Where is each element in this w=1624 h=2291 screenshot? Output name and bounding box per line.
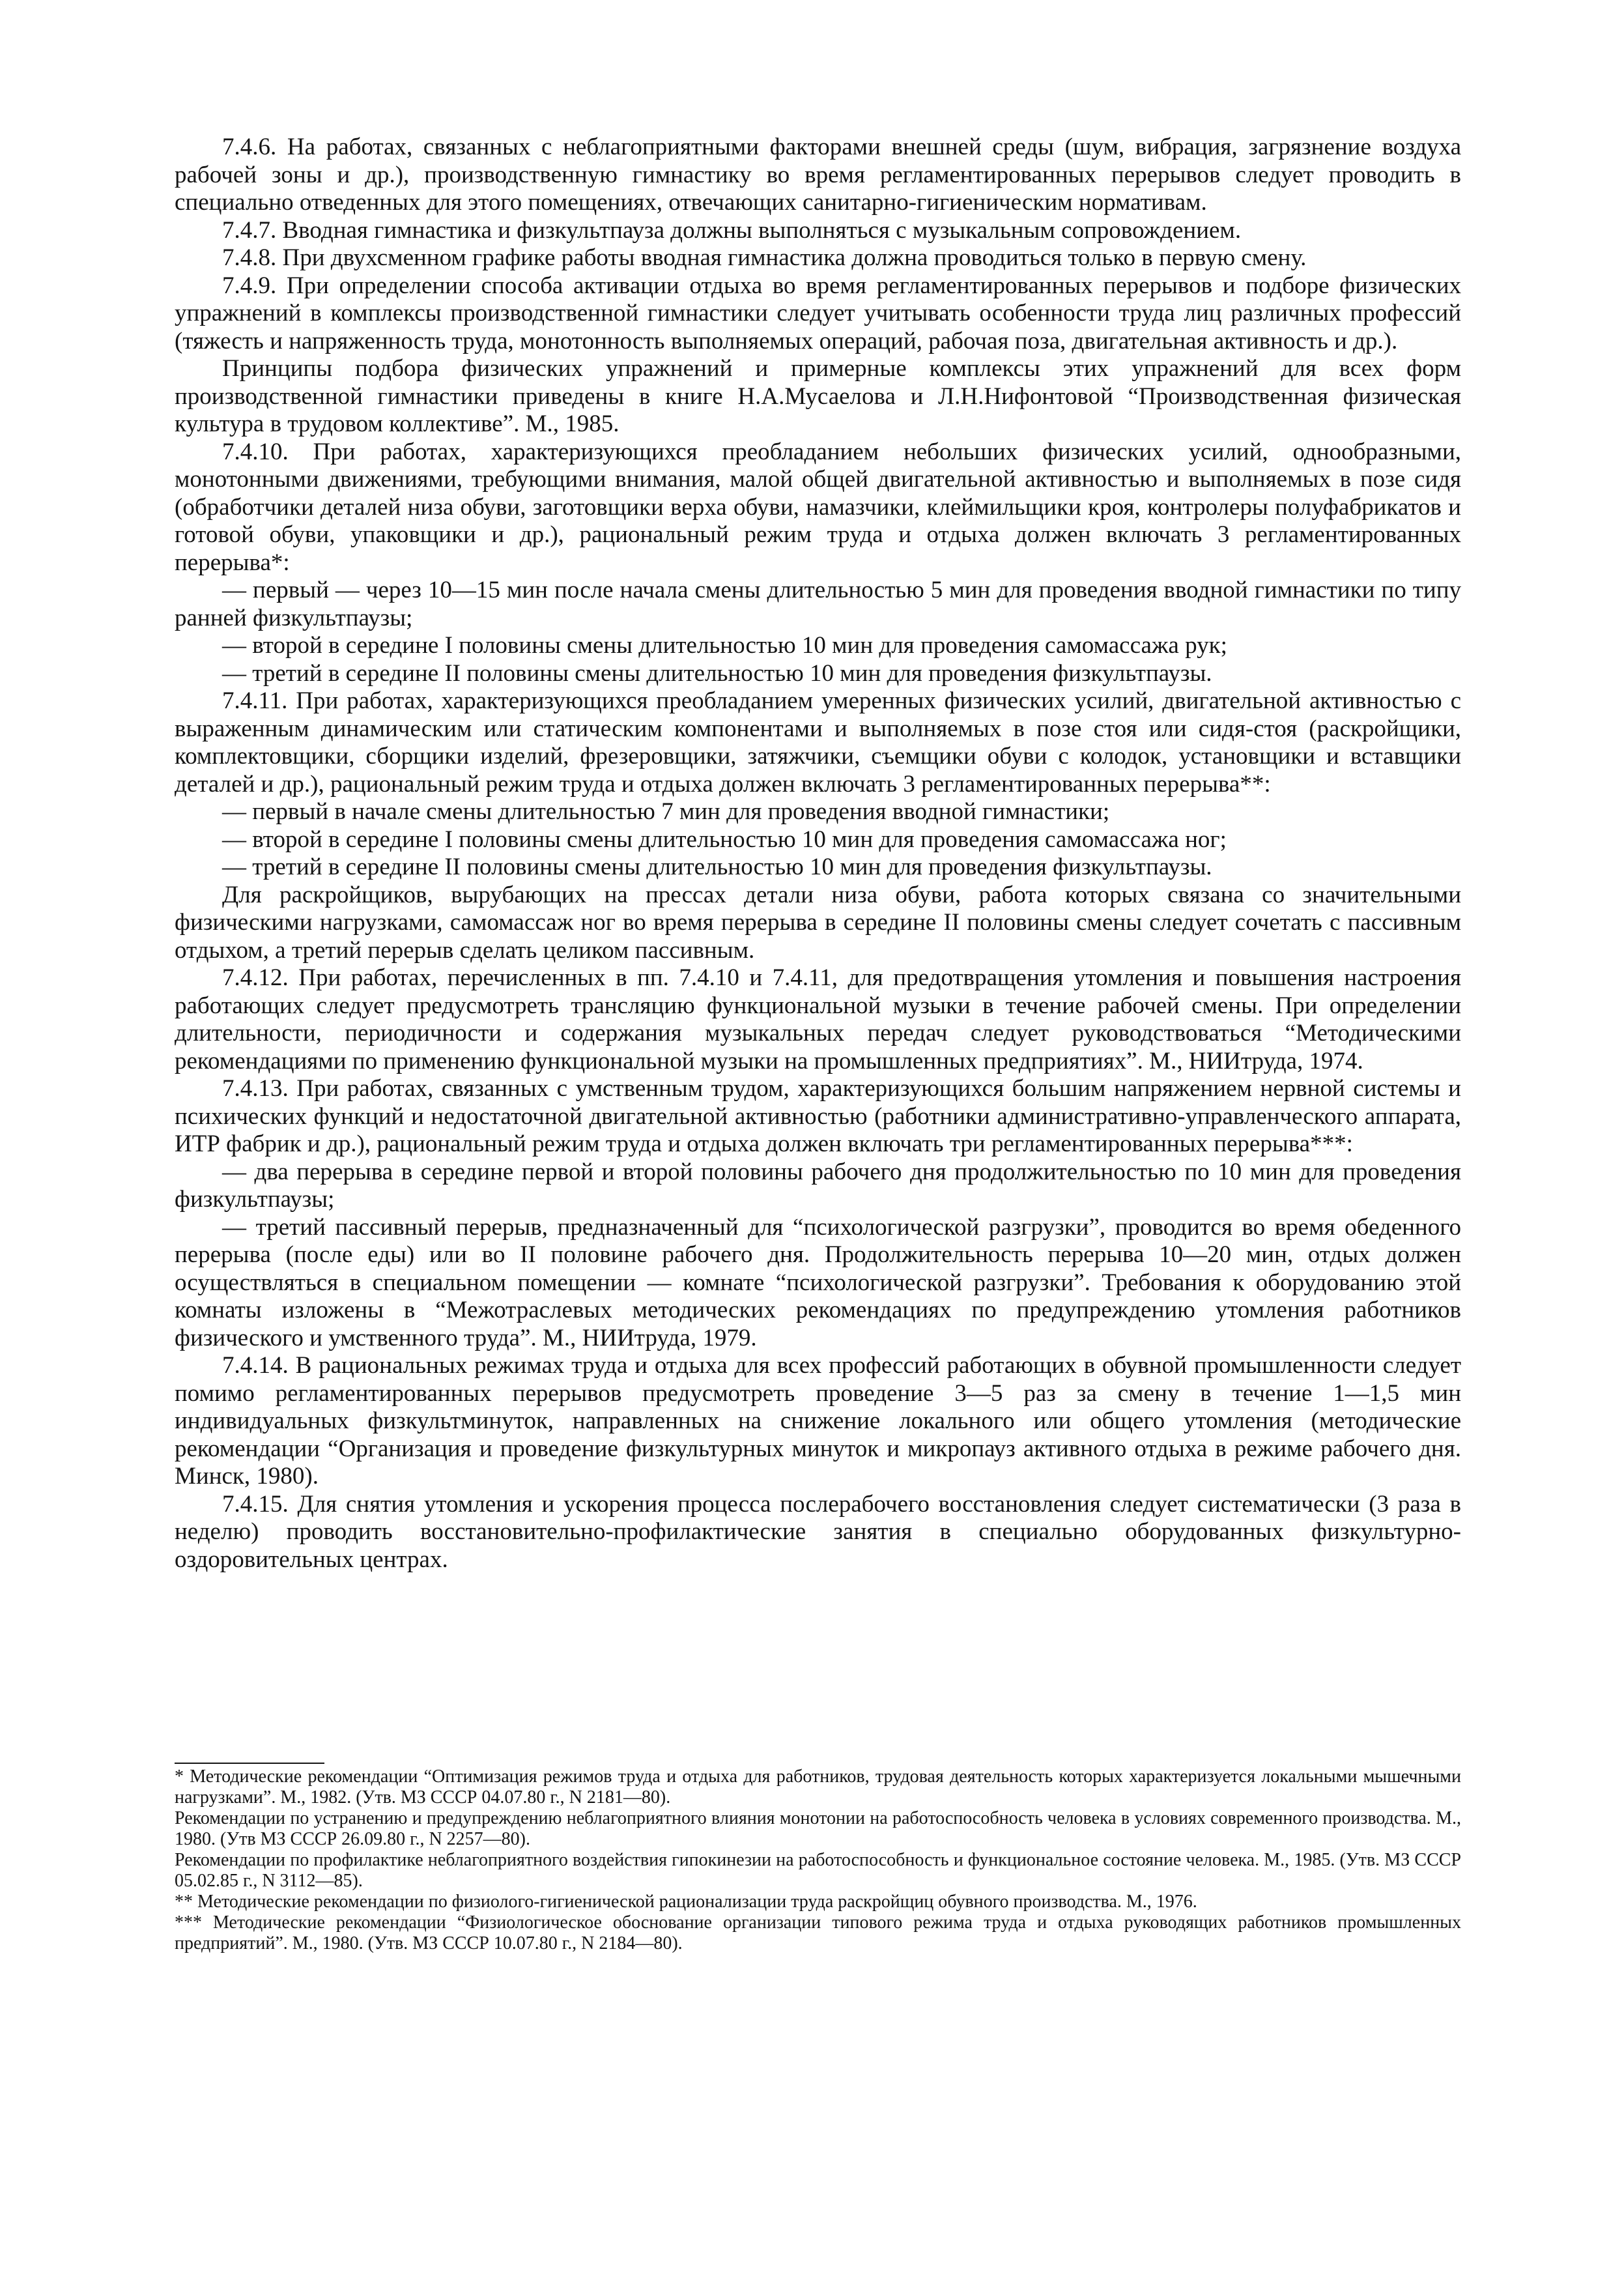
paragraph-7-4-15: 7.4.15. Для снятия утомления и ускорения процесса послерабочего восстановления следует систематически (3 раза в неделю) проводить восстановительно-профилактические занятия в специально оборудованных физкультурно-оздоровительных центрах. bbox=[175, 1490, 1461, 1573]
paragraph-principles: Принципы подбора физических упражнений и примерные комплексы этих упражнений для всех форм производственной гимнастики приведены в книге Н.А.Мусаелова и Л.Н.Нифонтовой “Производственная физическая культура в трудовом коллективе”. М., 1985. bbox=[175, 355, 1461, 437]
paragraph-7-4-6: 7.4.6. На работах, связанных с неблагоприятными факторами внешней среды (шум, вибрация, загрязнение воздуха рабочей зоны и др.), производственную гимнастику во время регламентированных перерывов следует проводить в специально отведенных для этого помещениях, отвечающих санитарно-гигиеническим нормативам. bbox=[175, 134, 1461, 216]
paragraph-cutters: Для раскройщиков, вырубающих на прессах детали низа обуви, работа которых связана со значительными физическими нагрузками, самомассаж ног во время перерыва в середине II половины смены следует сочетать с пассивным отдыхом, а третий перерыв сделать целиком пассивным. bbox=[175, 881, 1461, 964]
list-item: — второй в середине I половины смены длительностью 10 мин для проведения самомассажа ног; bbox=[222, 826, 1227, 853]
footnote: ** Методические рекомендации по физиолого-гигиенической рационализации труда раскройщиц обувного производства. М., 1976. bbox=[175, 1892, 1197, 1912]
footnote: *** Методические рекомендации “Физиологическое обоснование организации типового режима труда и отдыха руководящих работников промышленных предприятий”. М., 1980. (Утв. МЗ СССР 10.07.80 г., N 2184—80). bbox=[175, 1912, 1461, 1953]
paragraph-7-4-9: 7.4.9. При определении способа активации отдыха во время регламентированных перерывов и подборе физических упражнений в комплексы производственной гимнастики следует учитывать особенности труда лиц различных профессий (тяжесть и напряженность труда, монотонность выполняемых операций, рабочая поза, двигательная активность и др.). bbox=[175, 272, 1461, 354]
footnote: Рекомендации по профилактике неблагоприятного воздействия гипокинезии на работоспособность и функциональное состояние человека. М., 1985. (Утв. МЗ СССР 05.02.85 г., N 3112—85). bbox=[175, 1850, 1461, 1891]
footnote-divider bbox=[175, 1763, 324, 1764]
footnote: Рекомендации по устранению и предупреждению неблагоприятного влияния монотонии на работоспособность человека в условиях современного производства. М., 1980. (Утв МЗ СССР 26.09.80 г., N 2257—80). bbox=[175, 1808, 1461, 1849]
list-item: — третий в середине II половины смены длительностью 10 мин для проведения физкультпаузы. bbox=[222, 659, 1212, 687]
paragraph-7-4-7: 7.4.7. Вводная гимнастика и физкультпауза должны выполняться с музыкальным сопровождением. bbox=[222, 216, 1242, 244]
paragraph-7-4-10: 7.4.10. При работах, характеризующихся преобладанием небольших физических усилий, однообразными, монотонными движениями, требующими внимания, малой общей двигательной активностью и выполняемых в позе сидя (обработчики деталей низа обуви, заготовщики верха обуви, намазчики, клеймильщики кроя, контролеры полуфабрикатов и готовой обуви, упаковщики и др.), рациональный режим труда и отдыха должен включать 3 регламентированных перерыва*: bbox=[175, 438, 1461, 576]
footnotes bbox=[175, 1763, 1461, 1954]
document-body bbox=[175, 134, 1461, 1574]
paragraph-7-4-8: 7.4.8. При двухсменном графике работы вводная гимнастика должна проводиться только в первую смену. bbox=[222, 244, 1307, 271]
list-item: — третий пассивный перерыв, предназначенный для “психологической разгрузки”, проводится во время обеденного перерыва (после еды) или во II половине рабочего дня. Продолжительность перерыва 10—20 мин, отдых должен осуществляться в специальном помещении — комнате “психологической разгрузки”. Требования к оборудованию этой комнаты изложены в “Межотраслевых методических рекомендациях по предупреждению утомления работников физического и умственного труда”. М., НИИтруда, 1979. bbox=[175, 1213, 1461, 1351]
list-item: — первый — через 10—15 мин после начала смены длительностью 5 мин для проведения вводной гимнастики по типу ранней физкультпаузы; bbox=[175, 577, 1461, 631]
list-item: — первый в начале смены длительностью 7 мин для проведения вводной гимнастики; bbox=[222, 798, 1110, 825]
paragraph-7-4-14: 7.4.14. В рациональных режимах труда и отдыха для всех профессий работающих в обувной промышленности следует помимо регламентированных перерывов предусмотреть проведение 3—5 раз за смену в течение 1—1,5 мин индивидуальных физкультминуток, направленных на снижение локального или общего утомления (методические рекомендации “Организация и проведение физкультурных минуток и микропауз активного отдыха в режиме рабочего дня. Минск, 1980). bbox=[175, 1352, 1461, 1490]
paragraph-7-4-13: 7.4.13. При работах, связанных с умственным трудом, характеризующихся большим напряжением нервной системы и психических функций и недостаточной двигательной активностью (работники административно-управленческого аппарата, ИТР фабрик и др.), рациональный режим труда и отдыха должен включать три регламентированных перерыва***: bbox=[175, 1075, 1461, 1157]
paragraph-7-4-11: 7.4.11. При работах, характеризующихся преобладанием умеренных физических усилий, двигательной активностью с выраженным динамическим или статическим компонентами и выполняемых в позе стоя или сидя-стоя (раскройщики, комплектовщики, сборщики изделий, фрезеровщики, затяжчики, съемщики обуви с колодок, установщики и вставщики деталей и др.), рациональный режим труда и отдыха должен включать 3 регламентированных перерыва**: bbox=[175, 687, 1461, 798]
list-item: — третий в середине II половины смены длительностью 10 мин для проведения физкультпаузы. bbox=[222, 854, 1212, 880]
list-item: — второй в середине I половины смены длительностью 10 мин для проведения самомассажа рук; bbox=[222, 632, 1227, 659]
footnote: * Методические рекомендации “Оптимизация режимов труда и отдыха для работников, трудовая деятельность которых характеризуется локальными мышечными нагрузками”. М., 1982. (Утв. МЗ СССР 04.07.80 г., N 2181—80). bbox=[175, 1766, 1461, 1808]
list-item: — два перерыва в середине первой и второй половины рабочего дня продолжительностью по 10 мин для проведения физкультпаузы; bbox=[175, 1158, 1461, 1213]
paragraph-7-4-12: 7.4.12. При работах, перечисленных в пп. 7.4.10 и 7.4.11, для предотвращения утомления и повышения настроения работающих следует предусмотреть трансляцию функциональной музыки в течение рабочей смены. При определении длительности, периодичности и содержания музыкальных передач следует руководствоваться “Методическими рекомендациями по применению функциональной музыки на промышленных предприятиях”. М., НИИтруда, 1974. bbox=[175, 964, 1461, 1074]
